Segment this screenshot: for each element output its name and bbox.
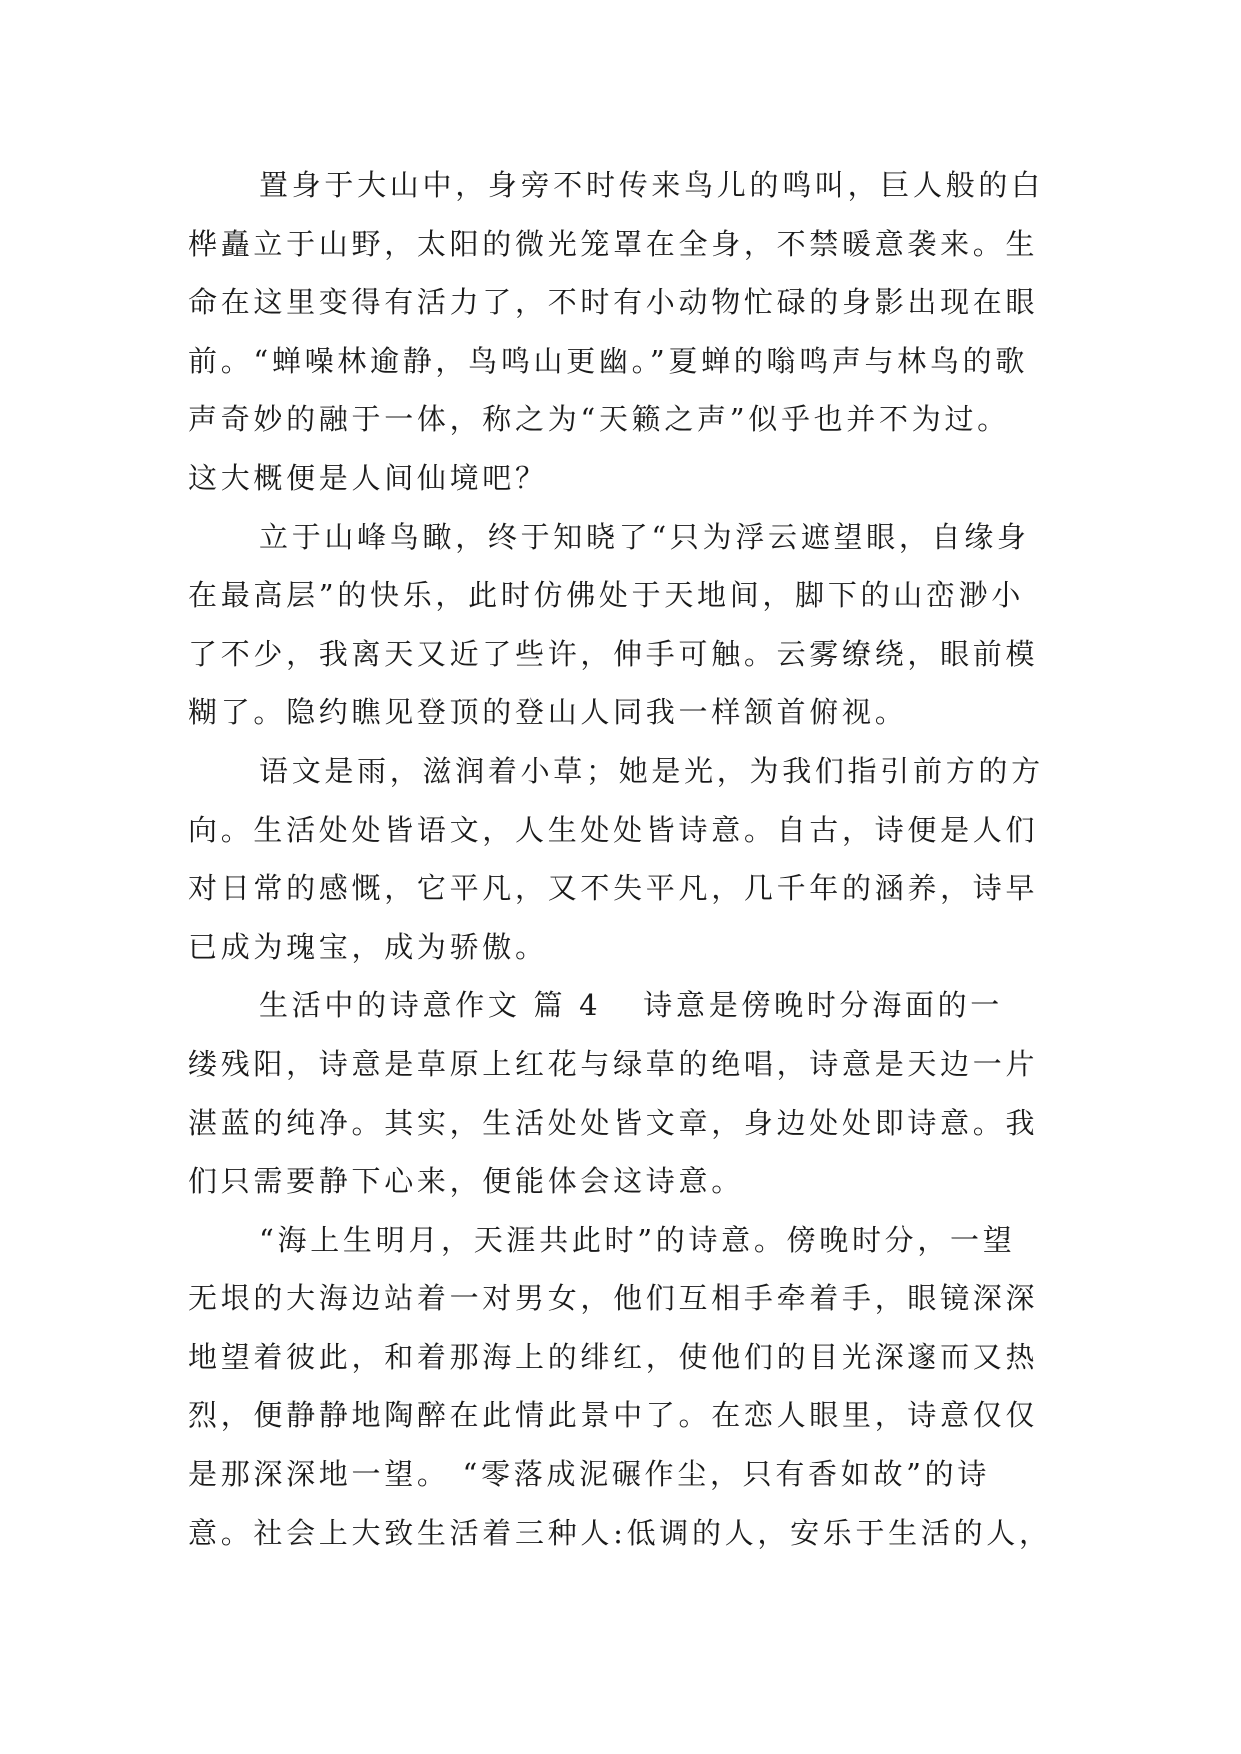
text-line: 烈，便静静地陶醉在此情此景中了。在恋人眼里，诗意仅仅 <box>188 1398 1039 1433</box>
text-line: 们只需要静下心来，便能体会这诗意。 <box>188 1164 744 1199</box>
text-line: 声奇妙的融于一体，称之为“天籁之声”似乎也并不为过。 <box>188 402 1010 437</box>
text-line: 地望着彼此，和着那海上的绯红，使他们的目光深邃而又热 <box>188 1339 1039 1374</box>
paragraph-mountain <box>188 156 1058 508</box>
paragraph-sea-moon <box>188 1211 1058 1563</box>
paragraph-chinese-language <box>188 742 1058 976</box>
text-line <box>188 976 1058 1035</box>
text-line: 命在这里变得有活力了，不时有小动物忙碌的身影出现在眼 <box>188 285 1039 320</box>
section-heading: 生活中的诗意作文 篇 4 <box>259 988 602 1023</box>
text-line: 桦矗立于山野，太阳的微光笼罩在全身，不禁暖意袭来。生 <box>188 226 1039 261</box>
text-line: 对日常的感慨，它平凡，又不失平凡，几千年的涵养，诗早 <box>188 871 1039 906</box>
paragraph-essay-4 <box>188 976 1058 1210</box>
text-line: 已成为瑰宝，成为骄傲。 <box>188 929 548 964</box>
text-line: 在最高层”的快乐，此时仿佛处于天地间，脚下的山峦渺小 <box>188 578 1025 613</box>
document-page <box>188 156 1058 1562</box>
text-line: 湛蓝的纯净。其实，生活处处皆文章，身边处处即诗意。我 <box>188 1105 1039 1140</box>
text-line: “海上生明月，天涯共此时”的诗意。傍晚时分，一望 <box>259 1222 1016 1257</box>
text-line: 前。“蝉噪林逾静，鸟鸣山更幽。”夏蝉的嗡鸣声与林鸟的歌 <box>188 343 1029 378</box>
text-line: 意。社会上大致生活着三种人:低调的人，安乐于生活的人， <box>188 1515 1052 1550</box>
text-fragment: 诗意是傍晚时分海面的一 <box>643 988 1003 1023</box>
text-line: 缕残阳，诗意是草原上红花与绿草的绝唱，诗意是天边一片 <box>188 1046 1039 1081</box>
text-line: 语文是雨，滋润着小草；她是光，为我们指引前方的方 <box>259 753 1044 788</box>
text-line: 向。生活处处皆语文，人生处处皆诗意。自古，诗便是人们 <box>188 812 1039 847</box>
text-line: 这大概便是人间仙境吧？ <box>188 460 548 495</box>
text-line: 置身于大山中，身旁不时传来鸟儿的鸣叫，巨人般的白 <box>259 168 1044 202</box>
text-line: 立于山峰鸟瞰，终于知晓了“只为浮云遮望眼，自缘身 <box>259 519 1030 554</box>
text-line: 糊了。隐约瞧见登顶的登山人同我一样颔首俯视。 <box>188 695 908 730</box>
paragraph-summit <box>188 508 1058 742</box>
text-line: 是那深深地一望。 “零落成泥碾作尘，只有香如故”的诗 <box>188 1457 991 1492</box>
text-line: 了不少，我离天又近了些许，伸手可触。云雾缭绕，眼前模 <box>188 636 1039 671</box>
text-line: 无垠的大海边站着一对男女，他们互相手牵着手，眼镜深深 <box>188 1281 1039 1316</box>
